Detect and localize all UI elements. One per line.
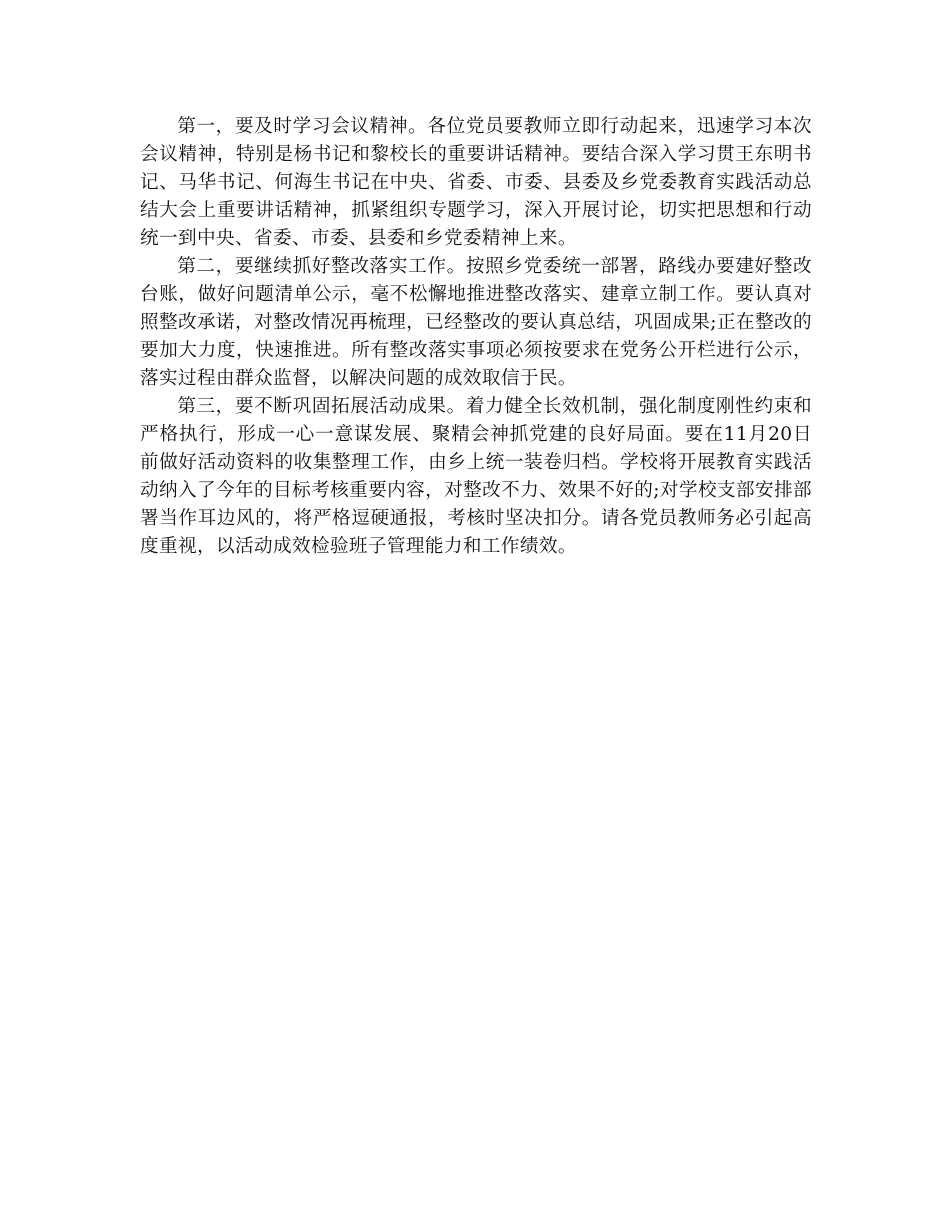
document-body [140, 113, 812, 561]
paragraph-1: 第一，要及时学习会议精神。各位党员要教师立即行动起来，迅速学习本次会议精神，特别是杨书记和黎校长的重要讲话精神。要结合深入学习贯王东明书记、马华书记、何海生书记在中央、省委、市委、县委及乡党委教育实践活动总结大会上重要讲话精神，抓紧组织专题学习，深入开展讨论，切实把思想和行动统一到中央、省委、市委、县委和乡党委精神上来。 [140, 116, 812, 249]
paragraph-3: 第三，要不断巩固拓展活动成果。着力健全长效机制，强化制度刚性约束和严格执行，形成一心一意谋发展、聚精会神抓党建的良好局面。要在11月20日前做好活动资料的收集整理工作，由乡上统一装卷归档。学校将开展教育实践活动纳入了今年的目标考核重要内容，对整改不力、效果不好的;对学校支部安排部署当作耳边风的，将严格逗硬通报，考核时坚决扣分。请各党员教师务必引起高度重视，以活动成效检验班子管理能力和工作绩效。 [140, 396, 812, 557]
paragraph-2: 第二，要继续抓好整改落实工作。按照乡党委统一部署，路线办要建好整改台账，做好问题清单公示，毫不松懈地推进整改落实、建章立制工作。要认真对照整改承诺，对整改情况再梳理，已经整改的要认真总结，巩固成果;正在整改的要加大力度，快速推进。所有整改落实事项必须按要求在党务公开栏进行公示，落实过程由群众监督，以解决问题的成效取信于民。 [140, 256, 812, 389]
